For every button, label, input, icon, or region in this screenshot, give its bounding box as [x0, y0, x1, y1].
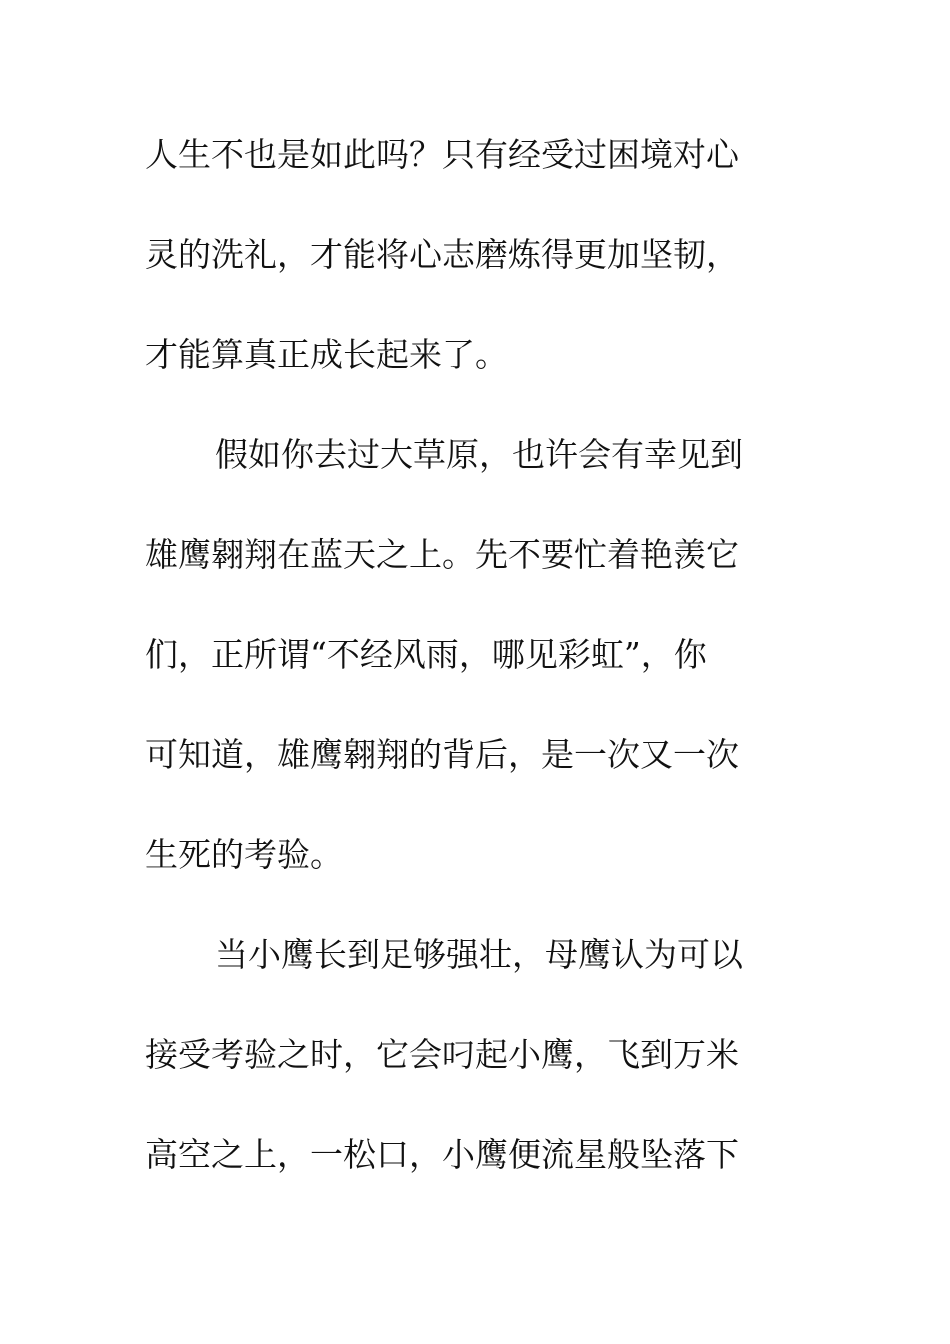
text-line-2: 灵的洗礼，才能将心志磨炼得更加坚韧，: [145, 235, 739, 274]
text-line-1: 人生不也是如此吗？只有经受过困境对心: [145, 135, 739, 174]
text-line-7: 可知道，雄鹰翱翔的背后，是一次又一次: [145, 735, 739, 774]
text-line-8: 生死的考验。: [145, 835, 343, 874]
text-line-9: 当小鹰长到足够强壮，母鹰认为可以: [215, 935, 743, 974]
text-line-4: 假如你去过大草原，也许会有幸见到: [215, 435, 743, 474]
text-line-3: 才能算真正成长起来了。: [145, 335, 508, 374]
text-line-5: 雄鹰翱翔在蓝天之上。先不要忙着艳羡它: [145, 535, 739, 574]
text-line-6: 们，正所谓“不经风雨，哪见彩虹”，你: [145, 635, 707, 674]
text-line-11: 高空之上，一松口，小鹰便流星般坠落下: [145, 1135, 739, 1174]
text-line-10: 接受考验之时，它会叼起小鹰，飞到万米: [145, 1035, 739, 1074]
